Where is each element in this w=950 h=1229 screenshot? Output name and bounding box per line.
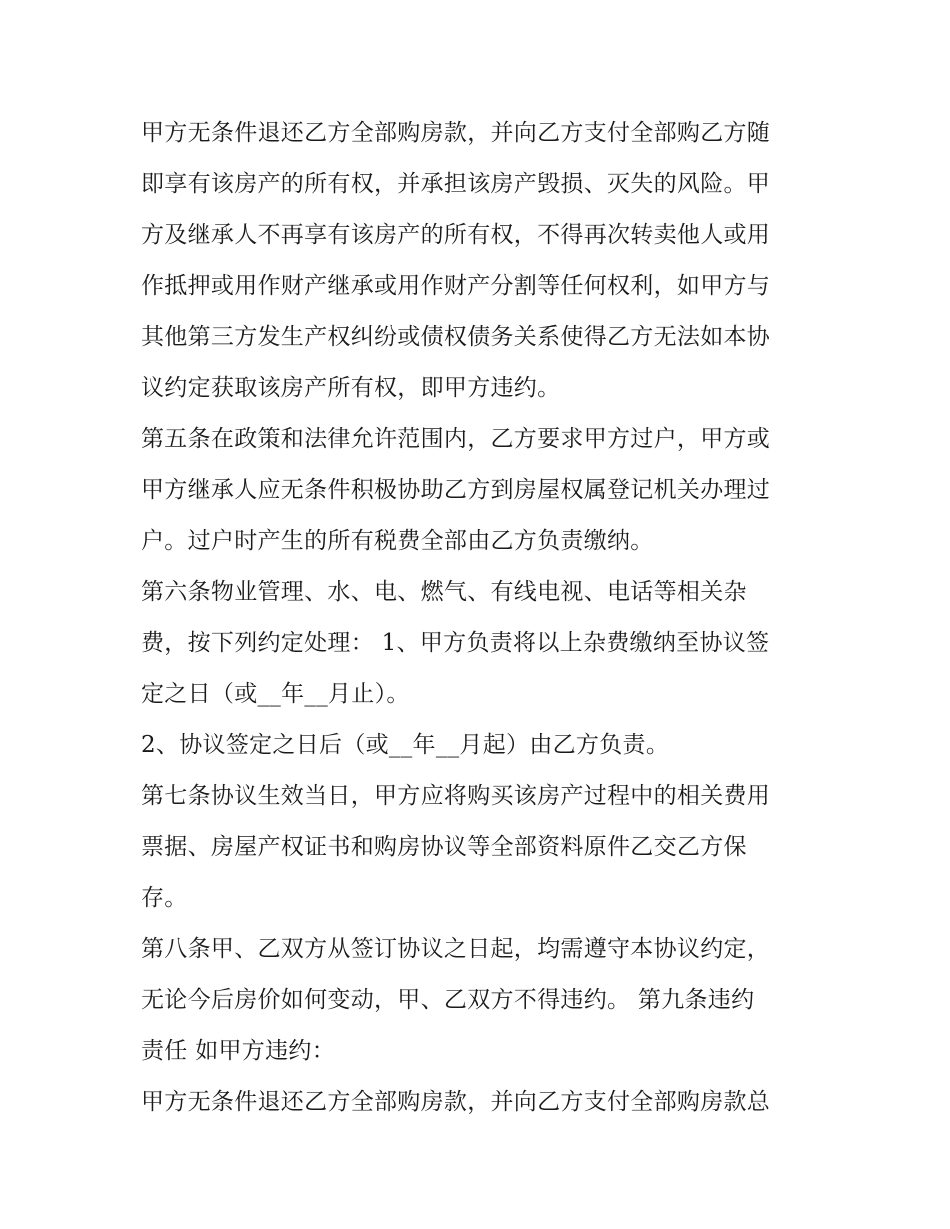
text-line: 第五条在政策和法律允许范围内，乙方要求甲方过户，甲方或 (141, 426, 771, 452)
text-line: 方及继承人不再享有该房产的所有权，不得再次转卖他人或用 (141, 222, 771, 248)
text-line: 户。过户时产生的所有税费全部由乙方负责缴纳。 (141, 528, 654, 554)
text-line: 存。 (141, 885, 188, 911)
text-line: 即享有该房产的所有权，并承担该房产毁损、灭失的风险。甲 (141, 171, 771, 197)
text-line: 责任 如甲方违约： (141, 1038, 336, 1064)
text-line: 甲方无条件退还乙方全部购房款，并向乙方支付全部购房款总 (141, 1089, 771, 1115)
text-line: 其他第三方发生产权纠纷或债权债务关系使得乙方无法如本协 (141, 324, 771, 350)
text-line: 无论今后房价如何变动，甲、乙双方不得违约。 第九条违约 (141, 987, 755, 1013)
text-line: 第六条物业管理、水、电、燃气、有线电视、电话等相关杂 (141, 579, 747, 605)
text-line: 2、协议签定之日后（或__年__月起）由乙方负责。 (141, 732, 670, 758)
text-line: 费，按下列约定处理： 1、甲方负责将以上杂费缴纳至协议签 (141, 630, 770, 656)
text-line: 甲方继承人应无条件积极协助乙方到房屋权属登记机关办理过 (141, 477, 771, 503)
text-line: 作抵押或用作财产继承或用作财产分割等任何权利，如甲方与 (141, 273, 771, 299)
contract-body-text (141, 108, 821, 1128)
text-line: 第八条甲、乙双方从签订协议之日起，均需遵守本协议约定， (141, 936, 771, 962)
text-line: 票据、房屋产权证书和购房协议等全部资料原件乙交乙方保 (141, 834, 747, 860)
text-line: 甲方无条件退还乙方全部购房款，并向乙方支付全部购乙方随 (141, 120, 771, 146)
text-line: 定之日（或__年__月止）。 (141, 681, 410, 707)
text-line: 第七条协议生效当日，甲方应将购买该房产过程中的相关费用 (141, 783, 771, 809)
text-line: 议约定获取该房产所有权，即甲方违约。 (141, 375, 561, 401)
